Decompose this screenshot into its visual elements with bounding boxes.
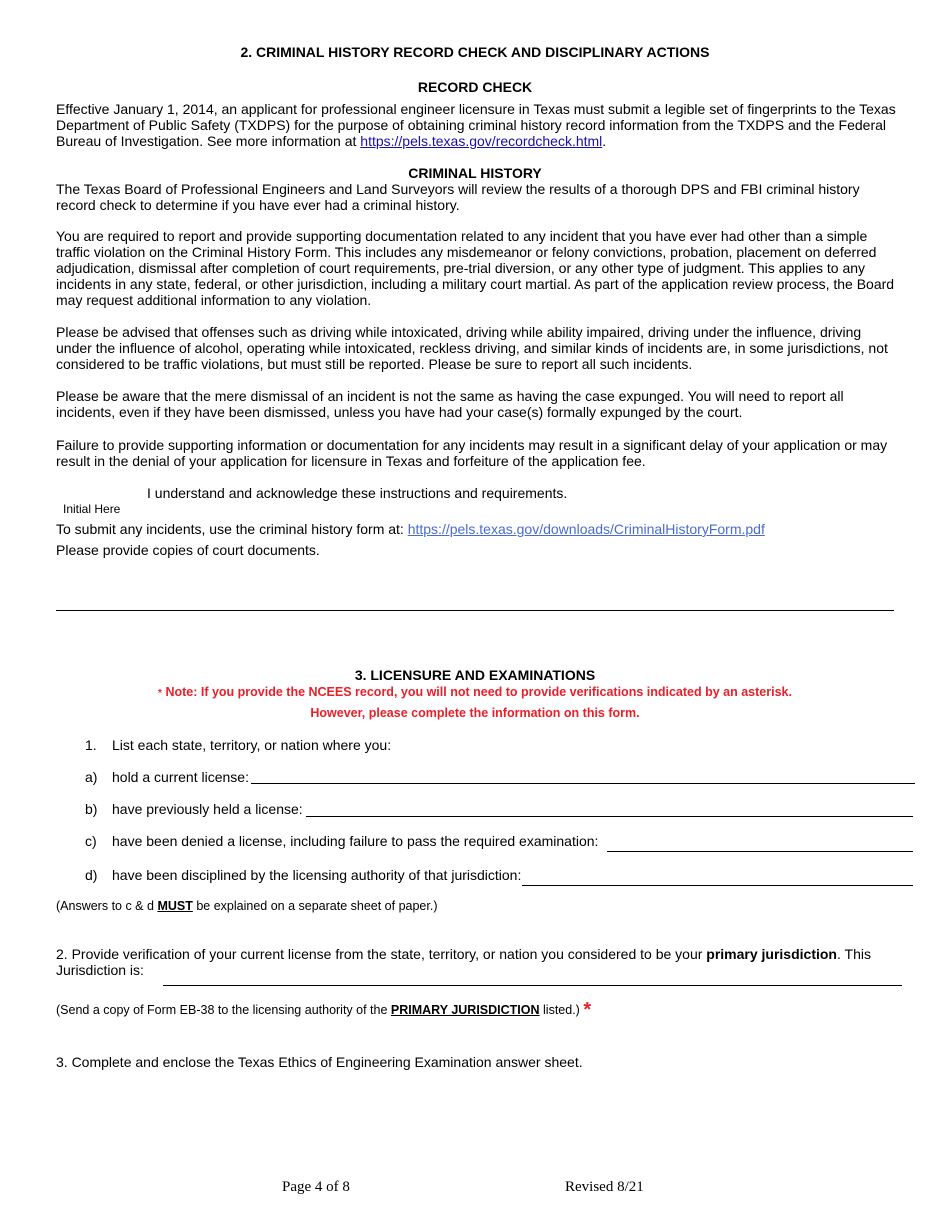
ncees-note-line-1 xyxy=(0,685,950,699)
answers-note-must: MUST xyxy=(157,899,193,913)
criminal-history-paragraph-3: Please be advised that offenses such as driving while intoxicated, driving while ability impaired, driving under the influence, driving under the influence of alcohol, operating while intoxicated, reckless driving, and similar kinds of incidents are, in some jurisdictions, not considered to be traffic violations, but must still be reported. Please be sure to report all such incidents. xyxy=(56,324,888,372)
question-2-line-1 xyxy=(56,946,906,962)
criminal-history-paragraph-4: Please be aware that the mere dismissal of an incident is not the same as having the case expunged. You will need to report all incidents, even if they have been dismissed, unless you have had your case(s) formally expunged by the court. xyxy=(56,388,844,420)
initial-here-label: Initial Here xyxy=(63,502,121,516)
question-2-text: 2. Provide verification of your current license from the state, territory, or nation you considered to be your xyxy=(56,946,707,962)
record-check-period: . xyxy=(602,133,607,149)
answers-note xyxy=(56,899,437,913)
page-number: Page 4 of 8 xyxy=(282,1179,350,1195)
question-2-line-2: Jurisdiction is: xyxy=(56,962,144,978)
send-form-post: listed.) xyxy=(539,1003,580,1017)
item-d-letter: d) xyxy=(85,867,98,883)
question-1-number: 1. xyxy=(85,737,97,753)
question-2-text-end: . This xyxy=(836,946,871,962)
record-check-heading: RECORD CHECK xyxy=(417,79,533,95)
item-c-letter: c) xyxy=(85,833,97,849)
previous-license-field[interactable] xyxy=(306,816,913,817)
denied-license-field[interactable] xyxy=(607,851,913,852)
asterisk-icon: * xyxy=(158,688,162,699)
primary-jurisdiction-field[interactable] xyxy=(163,985,902,986)
recordcheck-link[interactable]: https://pels.texas.gov/recordcheck.html xyxy=(360,133,603,149)
court-docs-text: Please provide copies of court documents. xyxy=(56,542,320,558)
criminal-history-form-link[interactable]: https://pels.texas.gov/downloads/CriminalHistoryForm.pdf xyxy=(407,521,765,537)
item-a-text: hold a current license: xyxy=(112,769,249,785)
question-1-text: List each state, territory, or nation where you: xyxy=(112,737,392,753)
section-2-heading: 2. CRIMINAL HISTORY RECORD CHECK AND DISCIPLINARY ACTIONS xyxy=(240,44,710,60)
disciplined-field[interactable] xyxy=(522,885,913,886)
criminal-history-paragraph-2: You are required to report and provide supporting documentation related to any incident that you have ever had other than a simple traffic violation on the Criminal History Form. This includes any misdemeanor or felony convictions, probation, placement on deferred adjudication, dismissal after completion of court requirements, pre-trial diversion, or any other type of judgment. This applies to any incidents in any state, federal, or other jurisdiction, including a military court martial. As part of the application review process, the Board may request additional information to any violation. xyxy=(56,228,895,308)
question-3-text: 3. Complete and enclose the Texas Ethics of Engineering Examination answer sheet. xyxy=(56,1054,583,1070)
record-check-paragraph xyxy=(56,101,896,149)
item-d-text: have been disciplined by the licensing authority of that jurisdiction: xyxy=(112,867,522,883)
revised-date: Revised 8/21 xyxy=(565,1179,644,1195)
submit-incidents-line xyxy=(56,521,765,537)
asterisk-icon: * xyxy=(583,999,592,1021)
answers-note-pre: (Answers to c & d xyxy=(56,899,158,913)
answers-note-post: be explained on a separate sheet of paper.) xyxy=(192,899,438,913)
item-c-text: have been denied a license, including failure to pass the required examination: xyxy=(112,833,599,849)
item-b-letter: b) xyxy=(85,801,98,817)
criminal-history-paragraph-5: Failure to provide supporting information or documentation for any incidents may result in a significant delay of your application or may result in the denial of your application for licensure in Texas and forfeiture of the application fee. xyxy=(56,437,888,469)
send-form-note xyxy=(56,999,591,1022)
ncees-note-line-2: However, please complete the information on this form. xyxy=(310,706,640,720)
section-3-heading: 3. LICENSURE AND EXAMINATIONS xyxy=(354,667,596,683)
acknowledge-text: I understand and acknowledge these instructions and requirements. xyxy=(147,485,568,501)
section-divider xyxy=(56,610,894,611)
current-license-field[interactable] xyxy=(251,783,915,784)
primary-jurisdiction-emphasis: primary jurisdiction xyxy=(706,946,837,962)
send-form-pre: (Send a copy of Form EB-38 to the licensing authority of the xyxy=(56,1003,391,1017)
item-a-letter: a) xyxy=(85,769,98,785)
item-b-text: have previously held a license: xyxy=(112,801,303,817)
send-form-primary: PRIMARY JURISDICTION xyxy=(390,1003,540,1017)
criminal-history-paragraph-1: The Texas Board of Professional Engineers and Land Surveyors will review the results of a thorough DPS and FBI criminal history record check to determine if you have ever had a criminal history. xyxy=(56,181,860,213)
record-check-text: Effective January 1, 2014, an applicant for professional engineer licensure in Texas must submit a legible set of fingerprints to the Texas Department of Public Safety (TXDPS) for the purpose of obtaining criminal history record information from the TXDPS and the Federal Bureau of Investigation. See more information at xyxy=(56,101,896,149)
ncees-note-text: Note: If you provide the NCEES record, you will not need to provide verifications indicated by an asterisk. xyxy=(165,685,792,699)
criminal-history-heading: CRIMINAL HISTORY xyxy=(408,165,542,181)
submit-incidents-text: To submit any incidents, use the criminal history form at: xyxy=(56,521,408,537)
